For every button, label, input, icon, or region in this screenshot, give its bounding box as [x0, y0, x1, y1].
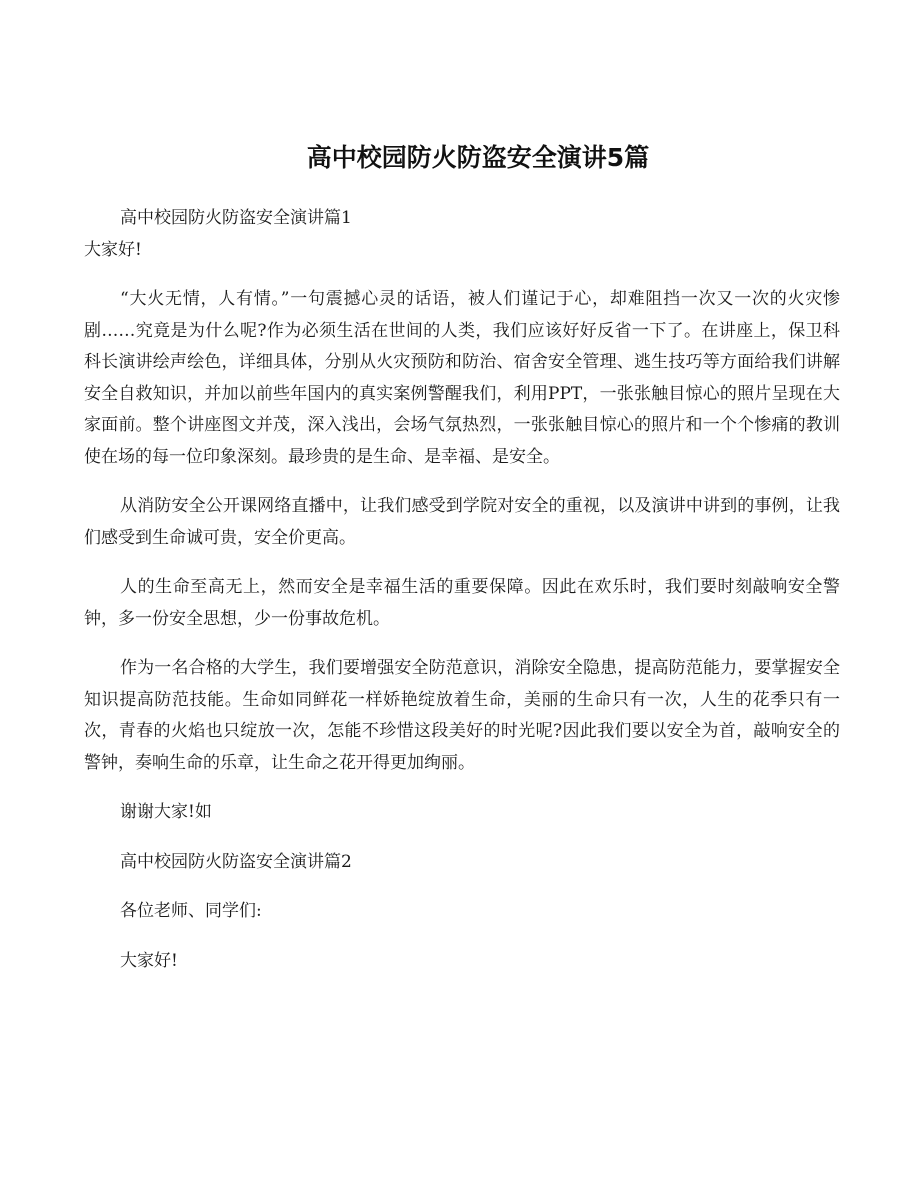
greeting: 大家好! [120, 950, 178, 971]
salutation: 各位老师、同学们: [120, 901, 262, 921]
body-paragraph: 人的生命至高无上，然而安全是幸福生活的重要保障。因此在欢乐时，我们要时刻敲响安全警钟，多一份安全思想，少一份事故危机。 [84, 577, 840, 629]
greeting: 大家好! [84, 239, 142, 260]
section-heading-2: 高中校园防火防盗安全演讲篇2 [120, 851, 352, 872]
closing-line: 谢谢大家!如 [120, 802, 212, 822]
document-title: 高中校园防火防盗安全演讲5篇 [306, 143, 650, 172]
body-paragraph: 作为一名合格的大学生，我们要增强安全防范意识，消除安全隐患，提高防范能力，要掌握安全知识提高防范技能。生命如同鲜花一样娇艳绽放着生命，美丽的生命只有一次，人生的花季只有一次，青春的火焰也只绽放一次，怎能不珍惜这段美好的时光呢?因此我们要以安全为首，敲响安全的警钟，奏响生命的乐章，让生命之花开得更加绚丽。 [84, 658, 840, 773]
section-heading-1: 高中校园防火防盗安全演讲篇1 [120, 208, 352, 228]
body-paragraph: “大火无情，人有情。”一句震撼心灵的话语，被人们谨记于心，却难阻挡一次又一次的火灾惨剧……究竟是为什么呢?作为必须生活在世间的人类，我们应该好好反省一下了。在讲座上，保卫科科长演讲绘声绘色，详细具体，分别从火灾预防和防治、宿舍安全管理、逃生技巧等方面给我们讲解安全自救知识，并加以前些年国内的真实案例警醒我们，利用PPT，一张张触目惊心的照片呈现在大家面前。整个讲座图文并茂，深入浅出，会场气氛热烈，一张张触目惊心的照片和一个个惨痛的教训使在场的每一位印象深刻。最珍贵的是生命、是幸福、是安全。 [84, 289, 840, 467]
document-body [84, 203, 840, 977]
body-paragraph: 从消防安全公开课网络直播中，让我们感受到学院对安全的重视，以及演讲中讲到的事例，让我们感受到生命诚可贵，安全价更高。 [84, 496, 840, 548]
